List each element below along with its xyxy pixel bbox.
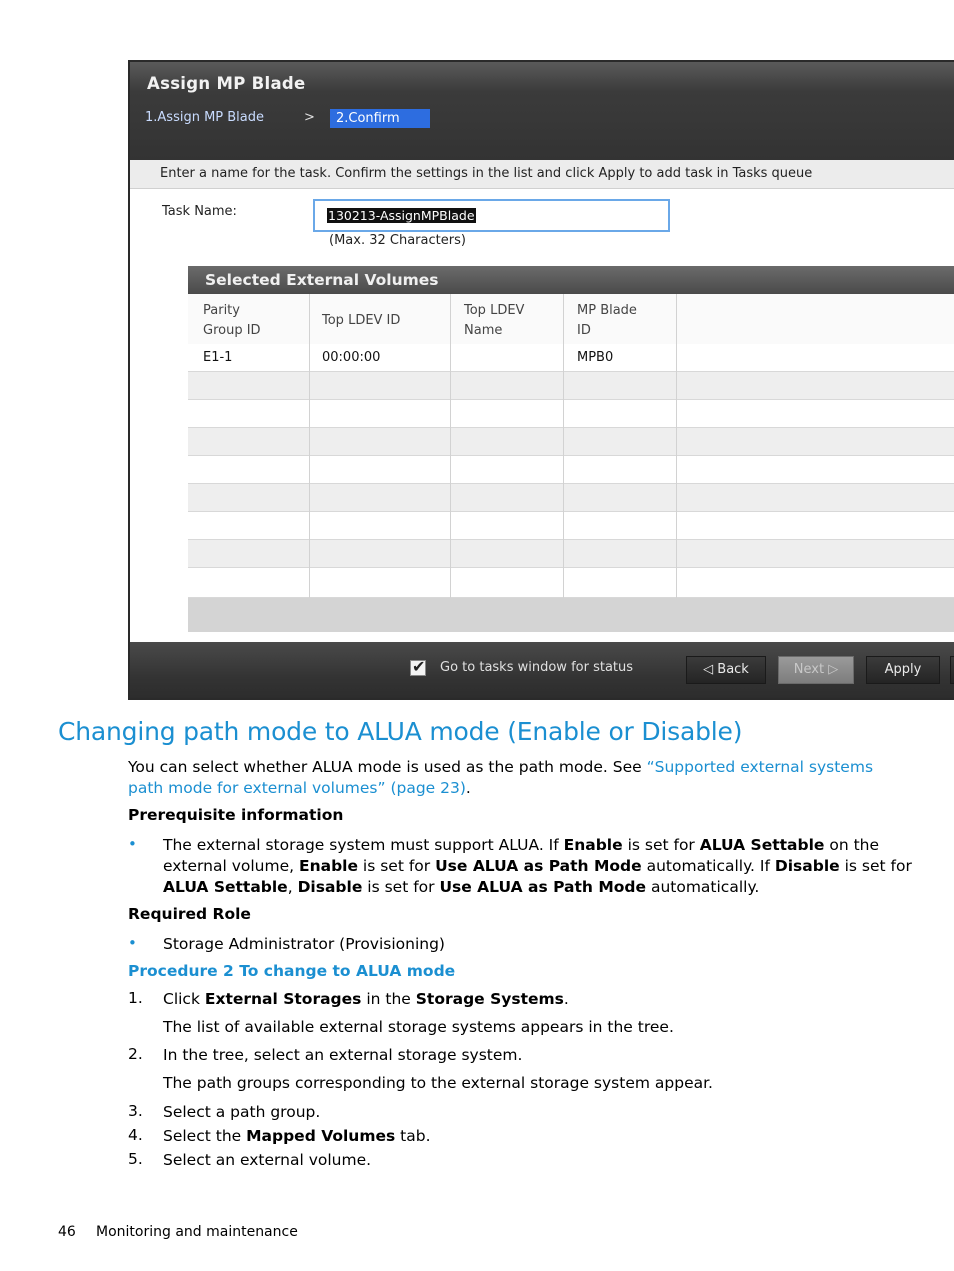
dialog-header bbox=[130, 62, 954, 160]
task-name-value: 130213-AssignMPBlade bbox=[328, 208, 475, 223]
supported-systems-link-cont[interactable]: path mode for external volumes” (page 23) bbox=[128, 779, 466, 797]
step-assign-mp-blade[interactable]: 1.Assign MP Blade bbox=[145, 110, 265, 125]
instruction-text: Enter a name for the task. Confirm the settings in the list and click Apply to add task in Tasks queue bbox=[160, 166, 813, 181]
supported-systems-link[interactable]: “Supported external systems bbox=[646, 758, 874, 776]
step-2: In the tree, select an external storage system. bbox=[163, 1046, 523, 1064]
prereq-heading: Prerequisite information bbox=[128, 806, 344, 824]
cell-top-ldev-id: 00:00:00 bbox=[322, 350, 381, 365]
cell-parity-group-id: E1-1 bbox=[203, 350, 233, 365]
next-button[interactable]: Next ▷ bbox=[778, 656, 854, 684]
col-mp-blade-id[interactable]: MP Blade ID bbox=[577, 303, 637, 338]
apply-button[interactable]: Apply bbox=[866, 656, 940, 684]
step-confirm[interactable]: 2.Confirm bbox=[330, 109, 430, 128]
table-row-empty bbox=[188, 512, 954, 540]
column-divider bbox=[563, 294, 564, 598]
table-row-empty bbox=[188, 400, 954, 428]
table-title: Selected External Volumes bbox=[188, 266, 954, 294]
page-number: 46 bbox=[58, 1224, 76, 1240]
bullet-icon: • bbox=[128, 934, 137, 952]
step-1-note: The list of available external storage systems appears in the tree. bbox=[163, 1018, 674, 1036]
selected-external-volumes-table bbox=[188, 266, 954, 632]
step-3: Select a path group. bbox=[163, 1103, 321, 1121]
bullet-icon: • bbox=[128, 835, 137, 853]
back-button[interactable]: ◁ Back bbox=[686, 656, 766, 684]
step-number: 3. bbox=[128, 1102, 143, 1120]
task-name-hint: (Max. 32 Characters) bbox=[329, 233, 466, 248]
assign-mp-blade-screenshot bbox=[128, 60, 954, 700]
section-heading: Changing path mode to ALUA mode (Enable or Disable) bbox=[58, 717, 743, 746]
table-row-empty bbox=[188, 540, 954, 568]
column-divider bbox=[309, 294, 310, 598]
table-row-empty bbox=[188, 456, 954, 484]
step-number: 2. bbox=[128, 1045, 143, 1063]
required-role-heading: Required Role bbox=[128, 905, 251, 923]
page-footer-text: Monitoring and maintenance bbox=[96, 1224, 298, 1240]
procedure-heading: Procedure 2 To change to ALUA mode bbox=[128, 962, 456, 980]
instruction-bar bbox=[130, 160, 954, 189]
col-top-ldev-id[interactable]: Top LDEV ID bbox=[322, 313, 401, 328]
step-1: Click External Storages in the Storage Systems. bbox=[163, 990, 569, 1008]
table-row-empty bbox=[188, 484, 954, 512]
col-parity-group-id[interactable]: Parity Group ID bbox=[203, 303, 261, 338]
step-number: 5. bbox=[128, 1150, 143, 1168]
table-row-empty bbox=[188, 568, 954, 598]
go-to-tasks-checkbox[interactable] bbox=[410, 657, 426, 676]
task-name-input[interactable] bbox=[313, 199, 670, 232]
column-divider bbox=[450, 294, 451, 598]
table-row[interactable] bbox=[188, 344, 954, 372]
step-2-note: The path groups corresponding to the external storage system appear. bbox=[163, 1074, 713, 1092]
step-number: 1. bbox=[128, 989, 143, 1007]
column-divider bbox=[676, 294, 677, 598]
checkmark-icon: ✔ bbox=[412, 657, 426, 676]
dialog-title: Assign MP Blade bbox=[147, 74, 306, 93]
col-top-ldev-name[interactable]: Top LDEV Name bbox=[464, 303, 525, 338]
go-to-tasks-label: Go to tasks window for status bbox=[440, 660, 634, 675]
step-number: 4. bbox=[128, 1126, 143, 1144]
dialog-footer bbox=[130, 642, 954, 700]
role-item: Storage Administrator (Provisioning) bbox=[163, 935, 445, 953]
step-4: Select the Mapped Volumes tab. bbox=[163, 1127, 431, 1145]
task-name-label: Task Name: bbox=[162, 204, 237, 219]
more-button[interactable] bbox=[950, 656, 954, 684]
step-separator: > bbox=[304, 110, 315, 125]
prereq-item: The external storage system must support ALUA. If Enable is set for ALUA Settable on the external volume, Enable is set for Use ALUA as Path Mode automatically. If Disable is set for ALUA Settable, Disable is set for Use ALUA as Path Mode automatically. bbox=[163, 836, 912, 896]
table-row-empty bbox=[188, 428, 954, 456]
table-header bbox=[188, 294, 954, 345]
cell-mp-blade-id: MPB0 bbox=[577, 350, 614, 365]
table-row-empty bbox=[188, 372, 954, 400]
intro-paragraph: You can select whether ALUA mode is used as the path mode. See “Supported external systems path mode for external volumes” (page 23). bbox=[128, 758, 874, 797]
step-5: Select an external volume. bbox=[163, 1151, 372, 1169]
